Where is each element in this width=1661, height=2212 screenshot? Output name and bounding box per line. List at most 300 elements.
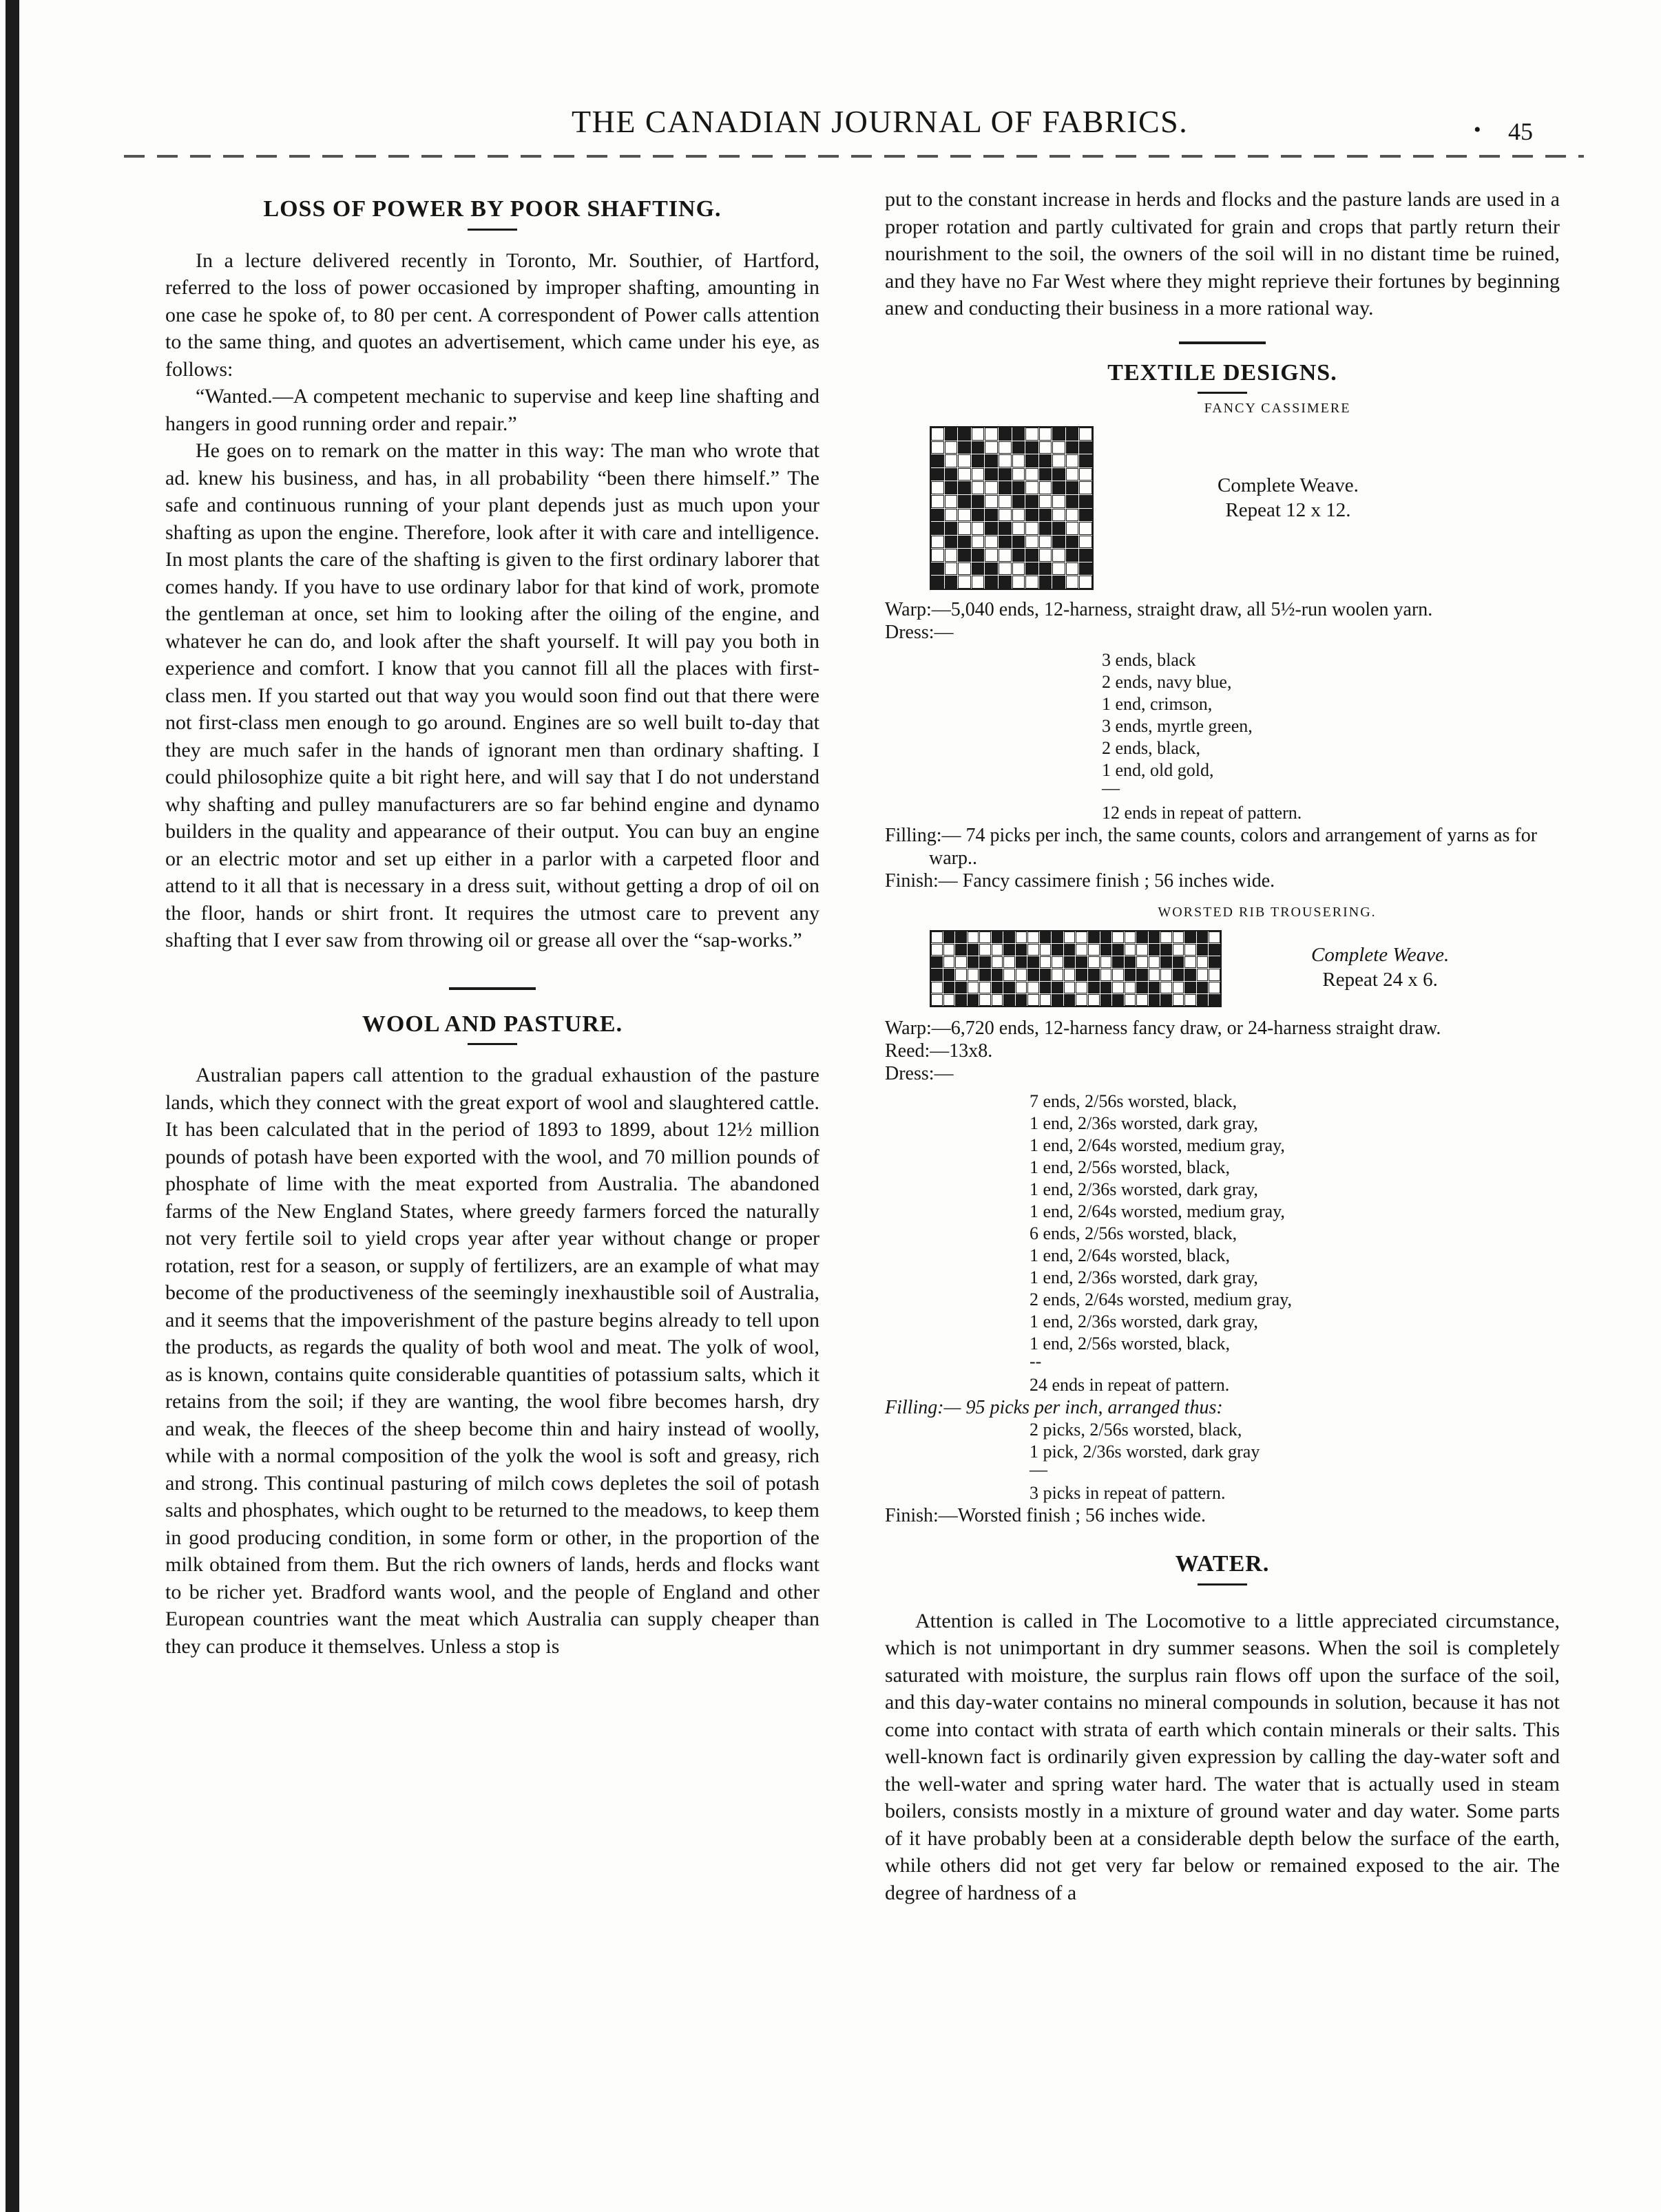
weave-cell xyxy=(1027,944,1039,956)
trousering-dress-total: 24 ends in repeat of pattern. xyxy=(1030,1375,1230,1395)
weave-cell xyxy=(1066,441,1079,454)
water-paragraph-1: Attention is called in The Locomotive to a little appreciated circumstance, which is not unimportant in dry summer seasons. When the soil is completely saturated with moisture, the surplus rain flows off upon the surface of the soil, and this day-water contains no mineral compounds in solution, because it has not come into contact with strata of earth which contain minerals or their salts. This well-known fact is ordinarily given expression by calling the day-water soft and the well-water and spring water hard. The water that is actually used in steam boilers, consists mostly in a mixture of ground water and day water. Some parts of it have probably been at a considerable depth below the surface of the earth, while others did not get very far below or remained exposed to the air. The degree of hardness of a xyxy=(885,1609,1560,1904)
weave-cell xyxy=(958,428,971,441)
weave-cell xyxy=(1088,956,1100,968)
weave-cell xyxy=(1079,428,1092,441)
spec-line: 1 end, old gold, xyxy=(1102,760,1214,780)
weave-cell xyxy=(945,576,958,589)
weave-cell xyxy=(1039,549,1052,562)
weave-cell xyxy=(1052,428,1065,441)
weave-cell xyxy=(972,522,985,535)
weave-cell xyxy=(943,982,955,993)
weave-cell xyxy=(931,982,943,993)
weave-cell xyxy=(1088,982,1100,993)
weave-cell xyxy=(968,944,979,956)
trousering-subtitle: WORSTED RIB TROUSERING. xyxy=(1158,905,1377,920)
weave-cell xyxy=(1149,944,1160,956)
weave-cell xyxy=(1184,982,1196,993)
weave-cell xyxy=(958,509,971,522)
spec-line: 1 end, 2/56s worsted, black, xyxy=(1030,1334,1231,1353)
weave-cell xyxy=(1003,944,1015,956)
weave-cell xyxy=(945,495,958,508)
weave-cell xyxy=(1197,969,1209,980)
weave-cell xyxy=(945,468,958,481)
weave-cell xyxy=(1025,522,1038,535)
weave-cell xyxy=(931,509,944,522)
weave-cell xyxy=(1079,522,1092,535)
spec-line: 7 ends, 2/56s worsted, black, xyxy=(1030,1091,1237,1111)
weave-cell xyxy=(1052,481,1065,494)
weave-cell xyxy=(985,562,998,576)
weave-cell xyxy=(972,562,985,576)
weave-cell xyxy=(1025,536,1038,549)
weave-cell xyxy=(985,441,998,454)
weave-cell xyxy=(1066,468,1079,481)
weave-cell xyxy=(1079,468,1092,481)
weave-cell xyxy=(1052,549,1065,562)
weave-cell xyxy=(945,522,958,535)
weave-cell xyxy=(985,549,998,562)
trousering-dress-label: Dress:— xyxy=(885,1063,954,1084)
right-column xyxy=(885,186,1560,1906)
weave-cell xyxy=(1027,956,1039,968)
cassimere-weave-label: Complete Weave. xyxy=(1218,474,1359,496)
weave-cell xyxy=(1025,576,1038,589)
weave-cell xyxy=(955,982,967,993)
weave-cell xyxy=(1025,441,1038,454)
weave-cell xyxy=(1076,994,1087,1006)
weave-cell xyxy=(985,576,998,589)
weave-cell xyxy=(1039,441,1052,454)
weave-cell xyxy=(1066,536,1079,549)
weave-cell xyxy=(1079,495,1092,508)
article-title-shafting: LOSS OF POWER BY POOR SHAFTING. xyxy=(263,196,722,222)
weave-cell xyxy=(999,522,1012,535)
weave-cell xyxy=(1136,944,1148,956)
weave-cell xyxy=(1003,931,1015,943)
binding-edge xyxy=(6,0,19,2212)
cassimere-weave-caption xyxy=(1218,473,1359,523)
weave-cell xyxy=(931,441,944,454)
weave-cell xyxy=(1079,536,1092,549)
cassimere-dress-label: Dress:— xyxy=(885,622,954,643)
weave-cell xyxy=(1136,956,1148,968)
spec-line: 6 ends, 2/56s worsted, black, xyxy=(1030,1223,1237,1243)
weave-cell xyxy=(999,562,1012,576)
weave-cell xyxy=(958,576,971,589)
weave-cell xyxy=(1066,562,1079,576)
weave-cell xyxy=(1025,495,1038,508)
weave-cell xyxy=(943,994,955,1006)
weave-cell xyxy=(1112,956,1124,968)
shafting-paragraph-1: In a lecture delivered recently in Toronto, Mr. Southier, of Hartford, referred to the loss of power occasioned by improper shafting, amounting in one case he spoke of, to 80 per cent. A correspondent of Power calls attention to the same thing, and quotes an advertisement, which came under his eye, as follows: xyxy=(165,249,819,381)
wool-continuation: put to the constant increase in herds and flocks and the pasture lands are used in a proper rotation and partly cultivated for grain and crops that partly return their nourishment to the soil, the owners of the soil will in no distant time be ruined, and they have no Far West where they might reprieve their fortunes by beginning anew and conducting their business in a more rational way. xyxy=(885,188,1560,319)
weave-cell xyxy=(1184,931,1196,943)
weave-cell xyxy=(1003,956,1015,968)
weave-cell xyxy=(1012,549,1025,562)
weave-cell xyxy=(999,509,1012,522)
weave-cell xyxy=(1112,982,1124,993)
weave-cell xyxy=(1149,969,1160,980)
trousering-filling-total: 3 picks in repeat of pattern. xyxy=(1030,1483,1226,1503)
weave-cell xyxy=(1040,994,1052,1006)
weave-cell xyxy=(1209,931,1220,943)
weave-cell xyxy=(1012,428,1025,441)
weave-cell xyxy=(1039,428,1052,441)
spec-line: 1 end, 2/56s worsted, black, xyxy=(1030,1157,1231,1177)
trousering-weave-label: Complete Weave. xyxy=(1311,944,1450,966)
weave-cell xyxy=(985,428,998,441)
weave-cell xyxy=(958,562,971,576)
weave-cell xyxy=(1039,562,1052,576)
weave-cell xyxy=(999,481,1012,494)
weave-cell xyxy=(972,468,985,481)
weave-cell xyxy=(1100,969,1112,980)
cassimere-finish: Finish:— Fancy cassimere finish ; 56 inches wide. xyxy=(885,870,1275,892)
weave-cell xyxy=(972,536,985,549)
weave-cell xyxy=(958,454,971,467)
weave-cell xyxy=(1003,982,1015,993)
weave-cell xyxy=(1039,481,1052,494)
weave-cell xyxy=(1039,509,1052,522)
weave-cell xyxy=(1112,994,1124,1006)
weave-cell xyxy=(931,994,943,1006)
weave-cell xyxy=(1012,495,1025,508)
weave-cell xyxy=(1025,468,1038,481)
weave-cell xyxy=(1052,468,1065,481)
weave-cell xyxy=(992,969,1003,980)
weave-cell xyxy=(1052,454,1065,467)
weave-cell xyxy=(1025,562,1038,576)
weave-cell xyxy=(1066,549,1079,562)
weave-cell xyxy=(943,944,955,956)
spec-line: 1 end, 2/36s worsted, dark gray, xyxy=(1030,1267,1258,1287)
weave-cell xyxy=(945,562,958,576)
weave-cell xyxy=(931,481,944,494)
weave-cell xyxy=(972,454,985,467)
weave-cell xyxy=(1125,969,1136,980)
weave-cell xyxy=(972,428,985,441)
weave-cell xyxy=(931,522,944,535)
weave-cell xyxy=(1125,982,1136,993)
weave-cell xyxy=(1012,536,1025,549)
weave-cell xyxy=(999,536,1012,549)
weave-cell xyxy=(945,509,958,522)
page-number: 45 xyxy=(1508,118,1533,145)
weave-cell xyxy=(1027,931,1039,943)
weave-cell xyxy=(999,441,1012,454)
weave-cell xyxy=(1040,982,1052,993)
weave-cell xyxy=(955,944,967,956)
weave-cell xyxy=(1173,982,1184,993)
weave-cell xyxy=(1079,576,1092,589)
weave-cell xyxy=(1197,956,1209,968)
weave-cell xyxy=(972,481,985,494)
weave-cell xyxy=(1066,481,1079,494)
spec-line: 1 end, 2/64s worsted, medium gray, xyxy=(1030,1201,1285,1221)
weave-cell xyxy=(943,956,955,968)
weave-cell xyxy=(1088,994,1100,1006)
weave-cell xyxy=(1079,509,1092,522)
weave-cell xyxy=(999,428,1012,441)
weave-cell xyxy=(1066,454,1079,467)
weave-cell xyxy=(1052,562,1065,576)
weave-cell xyxy=(945,536,958,549)
trousering-weave-block xyxy=(885,930,1560,1007)
weave-cell xyxy=(1040,956,1052,968)
weave-cell xyxy=(1064,931,1076,943)
weave-cell xyxy=(1088,969,1100,980)
weave-cell xyxy=(1160,982,1172,993)
weave-cell xyxy=(1025,549,1038,562)
spec-line: 2 picks, 2/56s worsted, black, xyxy=(1030,1420,1242,1440)
weave-cell xyxy=(1012,576,1025,589)
weave-cell xyxy=(992,944,1003,956)
weave-cell xyxy=(958,522,971,535)
weave-cell xyxy=(992,982,1003,993)
weave-cell xyxy=(968,969,979,980)
header-bullet: • xyxy=(1474,118,1481,141)
weave-cell xyxy=(1052,495,1065,508)
title-rule xyxy=(1198,1583,1247,1586)
wool-paragraph-1: Australian papers call attention to the gradual exhaustion of the pasture lands, which they connect with the great export of wool and slaughtered cattle. It has been calculated that in the period of 1893 to 1899, about 12½ million pounds of potash have been exported with the wool, and 70 million pounds of phosphate of lime with the meat exported from Australia. The abandoned farms of the New England States, where greedy farmers forced the naturally not very fertile soil to yield crops year after year without change or proper rotation, rest for a season, or supply of fertilizers, are an example of what may become of the productiveness of the seemingly inexhaustible soil of Australia, and it seems that the impoverishment of the pasture begins already to tell upon the products, as regards the quality of both wool and meat. The yolk of wool, as is known, contains quite considerable quantities of potassium salts, which it retains from the soil; if they are wanting, the wool fibre becomes harsh, dry and weak, the fleeces of the sheep become thin and hairy instead of woolly, while with a normal composition of the yolk the wool is soft and greasy, rich and strong. This continual pasturing of milch cows depletes the soil of potash salts and phosphates, which ought to be returned to the meadows, to keep them in good producing condition, in some form or other, in the proportion of the milk obtained from them. But the rich owners of lands, herds and flocks want to be richer yet. Bradford wants wool, and the people of England and other European countries want the meat which Australia can supply cheaper than they can produce it themselves. Unless a stop is xyxy=(165,1064,819,1658)
weave-cell xyxy=(1039,536,1052,549)
weave-cell xyxy=(1100,956,1112,968)
weave-cell xyxy=(1039,495,1052,508)
weave-cell xyxy=(958,441,971,454)
cassimere-warp: Warp:—5,040 ends, 12-harness, straight draw, all 5½-run woolen yarn. xyxy=(885,599,1433,620)
weave-cell xyxy=(931,428,944,441)
weave-cell xyxy=(931,454,944,467)
section-divider xyxy=(1179,341,1266,344)
weave-cell xyxy=(1064,944,1076,956)
weave-cell xyxy=(1052,994,1063,1006)
weave-cell xyxy=(999,468,1012,481)
weave-cell xyxy=(1052,982,1063,993)
weave-cell xyxy=(968,931,979,943)
weave-cell xyxy=(1040,931,1052,943)
weave-cell xyxy=(1027,994,1039,1006)
header-rule xyxy=(124,155,1584,158)
weave-cell xyxy=(1027,982,1039,993)
spec-line: 1 end, 2/64s worsted, black, xyxy=(1030,1245,1231,1265)
weave-cell xyxy=(945,454,958,467)
weave-cell xyxy=(1197,982,1209,993)
weave-cell xyxy=(1066,522,1079,535)
weave-cell xyxy=(1173,994,1184,1006)
weave-cell xyxy=(1197,931,1209,943)
weave-cell xyxy=(1184,994,1196,1006)
weave-cell xyxy=(1197,994,1209,1006)
weave-cell xyxy=(943,969,955,980)
weave-cell xyxy=(1136,969,1148,980)
weave-cell xyxy=(1079,454,1092,467)
weave-cell xyxy=(1100,982,1112,993)
article-title-water: WATER. xyxy=(1175,1551,1270,1577)
spec-line: 1 end, 2/36s worsted, dark gray, xyxy=(1030,1179,1258,1199)
weave-cell xyxy=(985,495,998,508)
weave-cell xyxy=(955,994,967,1006)
article-title-wool: WOOL AND PASTURE. xyxy=(362,1011,623,1037)
weave-cell xyxy=(1016,982,1027,993)
weave-cell xyxy=(1025,481,1038,494)
trousering-reed: Reed:—13x8. xyxy=(885,1040,993,1062)
weave-cell xyxy=(1209,944,1220,956)
cassimere-dress-list xyxy=(885,649,1560,781)
weave-cell xyxy=(1012,468,1025,481)
weave-cell xyxy=(985,481,998,494)
weave-cell xyxy=(979,969,991,980)
weave-cell xyxy=(931,468,944,481)
weave-cell xyxy=(1012,509,1025,522)
weave-cell xyxy=(1066,428,1079,441)
weave-cell xyxy=(1125,956,1136,968)
weave-cell xyxy=(1160,956,1172,968)
trousering-filling-dash: — xyxy=(1030,1460,1047,1479)
weave-cell xyxy=(1003,969,1015,980)
weave-cell xyxy=(999,495,1012,508)
weave-cell xyxy=(1149,931,1160,943)
trousering-dress-dash: -- xyxy=(1030,1351,1042,1371)
weave-cell xyxy=(1184,956,1196,968)
weave-cell xyxy=(958,549,971,562)
weave-cell xyxy=(1076,969,1087,980)
weave-cell xyxy=(1209,982,1220,993)
article-title-textile: TEXTILE DESIGNS. xyxy=(1107,359,1337,386)
spec-line: 3 ends, black xyxy=(1102,650,1196,670)
weave-cell xyxy=(1100,944,1112,956)
weave-cell xyxy=(1066,576,1079,589)
weave-cell xyxy=(1173,969,1184,980)
weave-cell xyxy=(1149,982,1160,993)
weave-cell xyxy=(1025,509,1038,522)
weave-cell xyxy=(1079,562,1092,576)
cassimere-dress-dash: — xyxy=(1102,778,1120,798)
trousering-finish: Finish:—Worsted finish ; 56 inches wide. xyxy=(885,1505,1206,1526)
weave-cell xyxy=(992,931,1003,943)
trousering-filling: Filling:— 95 picks per inch, arranged thus: xyxy=(885,1397,1223,1418)
weave-cell xyxy=(943,931,955,943)
cassimere-weave-block xyxy=(885,426,1560,590)
cassimere-subtitle: FANCY CASSIMERE xyxy=(1204,401,1351,416)
weave-cell xyxy=(985,536,998,549)
weave-cell xyxy=(992,994,1003,1006)
weave-cell xyxy=(1149,994,1160,1006)
weave-cell xyxy=(1100,931,1112,943)
weave-cell xyxy=(985,522,998,535)
trousering-weave-caption xyxy=(1311,942,1449,992)
weave-cell xyxy=(945,549,958,562)
weave-cell xyxy=(972,509,985,522)
weave-cell xyxy=(1016,931,1027,943)
weave-cell xyxy=(1079,481,1092,494)
weave-cell xyxy=(1064,956,1076,968)
weave-cell xyxy=(1076,956,1087,968)
weave-cell xyxy=(1003,994,1015,1006)
weave-cell xyxy=(1040,944,1052,956)
trousering-dress-list xyxy=(885,1091,1560,1355)
weave-cell xyxy=(931,495,944,508)
weave-cell xyxy=(1136,982,1148,993)
weave-cell xyxy=(968,956,979,968)
weave-cell xyxy=(1125,944,1136,956)
weave-cell xyxy=(1064,969,1076,980)
weave-cell xyxy=(931,931,943,943)
weave-cell xyxy=(1100,994,1112,1006)
weave-cell xyxy=(1088,944,1100,956)
weave-cell xyxy=(945,441,958,454)
shafting-ad-quote: “Wanted.—A competent mechanic to supervise and keep line shafting and hangers in good running order and repair.” xyxy=(165,385,819,435)
weave-cell xyxy=(1012,481,1025,494)
weave-cell xyxy=(931,944,943,956)
trousering-warp: Warp:—6,720 ends, 12-harness fancy draw, or 24-harness straight draw. xyxy=(885,1018,1441,1039)
weave-cell xyxy=(1052,576,1065,589)
weave-cell xyxy=(958,536,971,549)
weave-cell xyxy=(1173,944,1184,956)
spec-line: 2 ends, 2/64s worsted, medium gray, xyxy=(1030,1289,1293,1309)
weave-cell xyxy=(931,549,944,562)
weave-cell xyxy=(999,576,1012,589)
trousering-filling-list xyxy=(885,1419,1560,1463)
weave-cell xyxy=(955,931,967,943)
weave-cell xyxy=(1136,994,1148,1006)
weave-cell xyxy=(968,994,979,1006)
trousering-spec xyxy=(885,1017,1560,1527)
weave-cell xyxy=(979,931,991,943)
weave-cell xyxy=(1016,994,1027,1006)
weave-cell xyxy=(1066,495,1079,508)
weave-cell xyxy=(1039,576,1052,589)
weave-cell xyxy=(958,468,971,481)
weave-cell xyxy=(945,428,958,441)
weave-cell xyxy=(1025,428,1038,441)
cassimere-weave-diagram xyxy=(930,426,1094,590)
weave-cell xyxy=(1209,956,1220,968)
section-divider xyxy=(449,987,536,990)
weave-cell xyxy=(1088,931,1100,943)
weave-cell xyxy=(979,944,991,956)
weave-cell xyxy=(931,576,944,589)
cassimere-dress-total: 12 ends in repeat of pattern. xyxy=(1102,803,1302,823)
weave-cell xyxy=(1184,969,1196,980)
weave-cell xyxy=(1052,944,1063,956)
weave-cell xyxy=(1012,562,1025,576)
weave-cell xyxy=(1112,944,1124,956)
weave-cell xyxy=(992,956,1003,968)
weave-cell xyxy=(1012,454,1025,467)
weave-cell xyxy=(979,994,991,1006)
weave-cell xyxy=(972,549,985,562)
weave-cell xyxy=(999,549,1012,562)
weave-cell xyxy=(1039,522,1052,535)
weave-cell xyxy=(1079,441,1092,454)
weave-cell xyxy=(972,576,985,589)
weave-cell xyxy=(1039,454,1052,467)
weave-cell xyxy=(1209,994,1220,1006)
spec-line: 2 ends, navy blue, xyxy=(1102,672,1232,692)
weave-cell xyxy=(1052,441,1065,454)
left-column xyxy=(165,186,819,1660)
weave-cell xyxy=(1016,956,1027,968)
weave-cell xyxy=(1125,994,1136,1006)
weave-cell xyxy=(1125,931,1136,943)
weave-cell xyxy=(1016,944,1027,956)
weave-cell xyxy=(1112,969,1124,980)
weave-cell xyxy=(1173,956,1184,968)
weave-cell xyxy=(1173,931,1184,943)
weave-cell xyxy=(958,495,971,508)
weave-cell xyxy=(1076,944,1087,956)
